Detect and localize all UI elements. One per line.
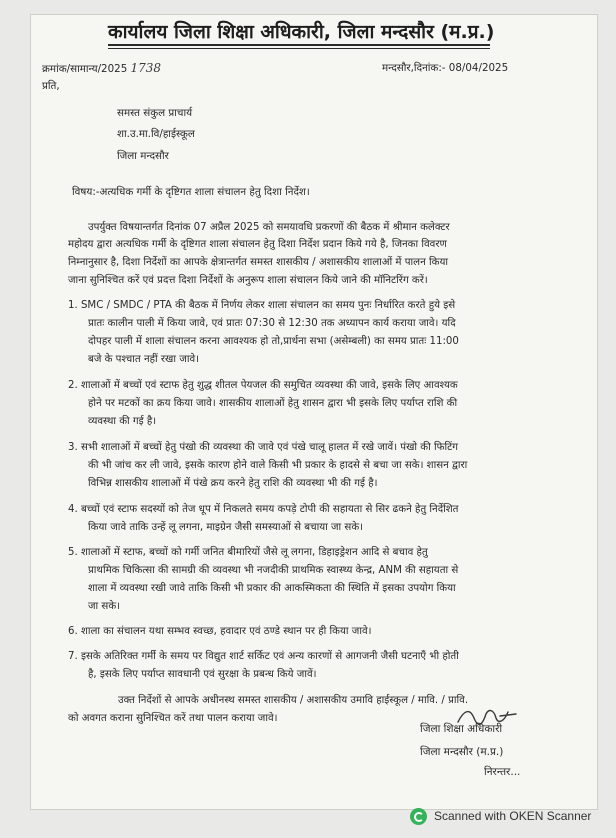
body-line: 2. शालाओं में बच्चों एवं स्टाफ हेतु शुद्ध शीतल पेयजल की समुचित व्यवस्था की जावे, इसके लिए आवश्यक <box>68 380 458 391</box>
signature-place: जिला मन्दसौर (म.प्र.) <box>420 746 504 758</box>
body-line: उक्त निर्देशों से आपके अधीनस्थ समस्त शासकीय / अशासकीय उमावि हाईस्कूल / मावि. / प्रावि. <box>118 695 469 706</box>
body-line: 3. सभी शालाओं में बच्चों हेतु पंखो की व्यवस्था की जावे एवं पंखे चालू हालत में रखे जावें। पंखो की फिटिंग <box>68 442 459 453</box>
body-line: होने पर मटकों का क्रय किया जावे। शासकीय शालाओं हेतु शासन द्वारा भी इसके लिए पर्याप्त राशि की <box>88 398 458 409</box>
body-line: 4. बच्चों एवं स्टाफ सदस्यों को तेज धूप में निकलते समय कपड़े टोपी की सहायता से सिर ढकने हेतु निर्देशित <box>68 504 459 515</box>
office-heading: कार्यालय जिला शिक्षा अधिकारी, जिला मन्दसौर (म.प्र.) <box>108 21 495 43</box>
body-line: विभिन्न शासकीय शालाओं में पंखे क्रय करने हेतु राशि की व्यवस्था भी की गई है। <box>88 478 378 489</box>
body-line: की भी जांच कर ली जावे, इसके कारण होने वाले किसी भी प्रकार के हादसे से बचा जा सके। शासन द्वारा <box>88 460 468 471</box>
body-line: 1. SMC / SMDC / PTA की बैठक में निर्णय लेकर शाला संचालन का समय पुनः निर्धारित करते हुये इसे <box>68 300 456 311</box>
body-line: प्राथमिक चिकित्सा की सामग्री की व्यवस्था भी नजदीकी प्राथमिक स्वास्थ्य केन्द्र, ANM की सहायता से <box>88 565 459 576</box>
body-line: दोपहर पाली में शाला संचालन करना आवश्यक हो तो,प्रार्थना सभा (असेम्बली) का समय प्रातः 11:00 <box>88 336 459 347</box>
heading-underline-secondary <box>108 48 490 49</box>
letter-page <box>30 14 598 810</box>
body-line: 6. शाला का संचालन यथा सम्भव स्वच्छ, हवादार एवं ठण्डे स्थान पर ही किया जावे। <box>68 626 372 637</box>
body-line: उपर्युक्त विषयान्तर्गत दिनांक 07 अप्रैल 2025 को समयावधि प्रकरणों की बैठक में श्रीमान कलेक्टर <box>88 222 450 233</box>
body-line: 5. शालाओं में स्टाफ, बच्चों को गर्मी जनित बीमारियों जैसे लू लगना, डिहाइड्रेशन आदि से बचाव हेतु <box>68 547 428 558</box>
body-line: शाला में व्यवस्था रखी जावे ताकि किसी भी प्रकार की आकस्मिकता की स्थिति में इसका उपयोग किया <box>88 583 456 594</box>
subject-line: विषय:-अत्यधिक गर्मी के दृष्टिगत शाला संचालन हेतु दिशा निर्देश। <box>72 186 310 198</box>
body-line: महोदय द्वारा अत्यधिक गर्मी के दृष्टिगत शाला संचालन हेतु दिशा निर्देश प्रदान किये गये है, जिनका विवरण <box>68 239 447 250</box>
body-line: जा सके। <box>88 601 121 612</box>
body-line: व्यवस्था की गई है। <box>88 416 157 427</box>
reference-prefix: क्रमांक/सामान्य/2025 <box>42 63 128 75</box>
body-line: निम्नानुसार है, दिशा निर्देशों का आपके क्षेत्रान्तर्गत समस्त शासकीय / अशासकीय शालाओं में पालन किया <box>68 257 448 268</box>
addressee-line: समस्त संकुल प्राचार्य <box>117 107 193 119</box>
reference-line <box>42 62 161 76</box>
signature-designation: जिला शिक्षा अधिकारी <box>420 723 503 735</box>
body-line: जाना सुनिश्चित करें एवं प्रदत्त दिशा निर्देशों के अनुरूप शाला संचालन किये जाने की मॉनिटरिंग करें। <box>68 275 428 286</box>
signature-note: निरन्तर... <box>484 766 521 778</box>
body-line: बजे के पश्चात नहीं रखा जावे। <box>88 354 199 365</box>
heading-underline <box>108 44 490 46</box>
body-line: को अवगत कराना सुनिश्चित करें तथा पालन कराया जावे। <box>68 713 278 724</box>
body-line: है, इसके लिए पर्याप्त सावधानी एवं सुरक्षा के प्रबन्ध किये जावें। <box>88 669 317 680</box>
addressee-line: शा.उ.मा.वि/हाईस्कूल <box>117 128 195 140</box>
salutation-prati: प्रति, <box>42 80 60 92</box>
scanner-watermark <box>410 806 591 826</box>
body-line: किया जावे ताकि उन्हें लू लगना, माइग्रेन जैसी समस्याओं से बचाया जा सके। <box>88 522 364 533</box>
body-line: 7. इसके अतिरिक्त गर्मी के समय पर विद्युत शार्ट सर्किट एवं अन्य कारणों से आगजनी जैसी घटनाएँ भी होती <box>68 651 459 662</box>
oken-scanner-logo-icon <box>410 808 427 825</box>
date-line: मन्दसौर,दिनांक:- 08/04/2025 <box>382 62 509 74</box>
scanner-watermark-text: Scanned with OKEN Scanner <box>434 809 592 823</box>
addressee-line: जिला मन्दसौर <box>117 150 169 162</box>
reference-number: 1738 <box>130 61 162 75</box>
body-line: प्रातः कालीन पाली में किया जावे, एवं प्रातः 07:30 से 12:30 तक अध्यापन कार्य कराया जावे। यदि <box>88 318 456 329</box>
